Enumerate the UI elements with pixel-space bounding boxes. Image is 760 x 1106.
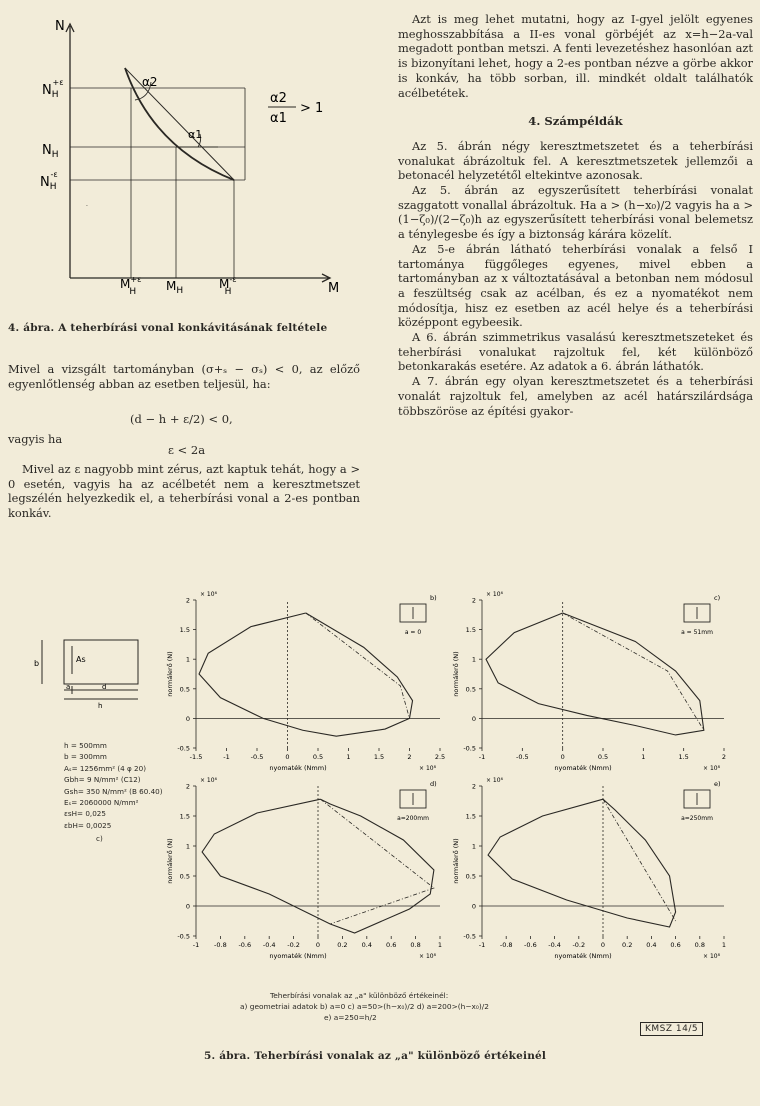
x-tick-label: 0.4 bbox=[646, 941, 657, 949]
x-tick-label: -1 bbox=[478, 753, 486, 761]
y-tick-label: 2 bbox=[471, 782, 476, 791]
x-tick-label: 0 bbox=[315, 941, 321, 949]
svg-text:M-εH: $M^{-\varepsilon}$ H bbox=[219, 275, 237, 297]
left-column bbox=[8, 362, 360, 391]
panel-note: a = 0 bbox=[404, 629, 422, 636]
y-axis-label: normálerő (N) bbox=[452, 838, 460, 884]
y-tick-label: 1 bbox=[471, 655, 476, 664]
x-tick-label: 1.5 bbox=[678, 753, 689, 761]
y-tick-label: 1 bbox=[185, 842, 190, 851]
label-b: b bbox=[34, 659, 40, 668]
panel-tag: e) bbox=[714, 780, 721, 788]
m-eps-label: M bbox=[120, 277, 131, 291]
ratio-denominator: α1 bbox=[270, 111, 287, 126]
x-tick-label: 0 bbox=[285, 753, 290, 761]
m-neg-label: M bbox=[219, 277, 230, 291]
x-tick-label: -1 bbox=[223, 753, 230, 761]
x-tick-label: 2 bbox=[407, 753, 412, 761]
x-axis-label: nyomaték (Nmm) bbox=[269, 952, 327, 960]
y-tick-label: 1.5 bbox=[465, 626, 476, 635]
simplified-curve bbox=[603, 799, 676, 921]
x-tick-label: 0.2 bbox=[337, 941, 348, 949]
x-scale-label: × 10⁸ bbox=[419, 765, 436, 772]
y-tick-label: 0.5 bbox=[179, 872, 190, 881]
figure-5-legend: Teherbírási vonalak az „a" különböző értékeinél: a) geometriai adatok b) a=0 c) a=50>(h−x₀)/2 d) a=200>(h−x₀)/2 e) a=250=h/2 bbox=[240, 991, 489, 1022]
y-tick-label: -0.5 bbox=[463, 932, 476, 941]
y-tick-label: 1.5 bbox=[179, 812, 190, 821]
panel-tag: b) bbox=[430, 594, 437, 602]
x-tick-label: -0.5 bbox=[250, 753, 264, 761]
y-scale-label: × 10⁶ bbox=[486, 777, 503, 784]
x-tick-label: -1 bbox=[192, 941, 200, 949]
y-scale-label: × 10⁶ bbox=[486, 591, 503, 598]
y-tick-label: 1 bbox=[185, 655, 190, 664]
svg-text:NH: $N_H$ bbox=[42, 143, 59, 160]
x-tick-label: 1 bbox=[437, 941, 443, 949]
axis-m-label: M bbox=[328, 281, 340, 296]
y-tick-label: 0 bbox=[471, 714, 476, 723]
equation-1: (d − h + ε/2) < 0, bbox=[130, 412, 233, 426]
x-scale-label: × 10⁸ bbox=[703, 953, 720, 960]
paragraph: Az 5-e ábrán látható teherbírási vonalak a felső I tartománya függőleges egyenes, mivel ebben a tartományban az x változtatásával a betonban nem módosul a feszültség csak az acélban, és ez a nyomatékot nem módosítja, hisz ez esetben az acél helye és a teherbírási középpont egybeesik. bbox=[398, 241, 753, 330]
x-tick-label: -0.8 bbox=[214, 941, 227, 949]
x-axis-label: nyomaték (Nmm) bbox=[269, 764, 327, 772]
x-tick-label: -0.4 bbox=[262, 941, 276, 949]
x-tick-label: -0.4 bbox=[548, 941, 561, 949]
y-tick-label: 0 bbox=[185, 714, 190, 723]
panel-c bbox=[451, 591, 726, 772]
x-tick-label: 1.5 bbox=[373, 753, 385, 761]
panel-tag: d) bbox=[430, 780, 437, 788]
label-a: a bbox=[66, 683, 71, 691]
x-scale-label: × 10⁸ bbox=[419, 953, 436, 960]
label-as: As bbox=[76, 655, 86, 664]
x-tick-label: 0 bbox=[560, 753, 565, 761]
x-tick-label: 0.5 bbox=[597, 753, 609, 761]
x-tick-label: 0.6 bbox=[670, 941, 681, 949]
x-tick-label: 1 bbox=[346, 753, 351, 761]
y-scale-label: × 10⁶ bbox=[200, 777, 217, 784]
left-column-2 bbox=[8, 462, 360, 521]
y-scale-label: × 10⁶ bbox=[200, 591, 217, 598]
x-tick-label: -0.2 bbox=[287, 941, 300, 949]
panel-note: a = 51mm bbox=[681, 629, 713, 636]
x-tick-label: -1 bbox=[478, 941, 486, 949]
y-tick-label: 2 bbox=[185, 596, 190, 605]
y-tick-label: 2 bbox=[471, 596, 476, 605]
x-tick-label: -0.5 bbox=[515, 753, 529, 761]
alpha1-label: α1 bbox=[188, 128, 203, 141]
paragraph: Mivel az ε nagyobb mint zérus, azt kaptuk tehát, hogy a > 0 esetén, vagyis ha az acélbetét nem a keresztmetszet legszélén helyezkedik el, a teherbírási vonal a 2-es pontban konkáv. bbox=[8, 462, 360, 521]
x-axis-label: nyomaték (Nmm) bbox=[554, 952, 612, 960]
right-column bbox=[398, 12, 753, 418]
paragraph: Az 5. ábrán az egyszerűsített teherbírási vonalat szaggatott vonallal ábrázoltuk. Ha a > (h−x₀)/2 vagyis ha a > (1−ζ₀)/(2−ζ₀)h az egyszerűsített teherbírási vonal belemetsz a ténylegesbe és így a biztonság kárára közelít. bbox=[398, 183, 754, 242]
parameter-list: h = 500mm b = 300mm Aₛ= 1256mm² (4 φ 20) Gbh= 9 N/mm² (C12) Gsh= 350 N/mm² (B 60.40) Eₛ= 2060000 N/mm² εsH= 0,025 εbH= 0,0025 bbox=[64, 741, 163, 830]
figure-4 bbox=[8, 8, 368, 308]
y-tick-label: 0.5 bbox=[465, 685, 476, 694]
y-tick-label: 1.5 bbox=[465, 812, 476, 821]
x-tick-label: 0 bbox=[600, 941, 606, 949]
y-tick-label: 0.5 bbox=[179, 685, 190, 694]
figure-5-caption: 5. ábra. Teherbírási vonalak az „a" különböző értékeinél bbox=[204, 1050, 547, 1062]
y-axis-label: normálerő (N) bbox=[452, 651, 460, 697]
capacity-curve bbox=[488, 799, 676, 927]
ratio-relation: > 1 bbox=[300, 101, 324, 116]
y-tick-label: -0.5 bbox=[177, 932, 190, 941]
m-h-label: M bbox=[166, 279, 177, 293]
x-scale-label: × 10⁸ bbox=[703, 765, 720, 772]
paragraph: Az 5. ábrán négy keresztmetszetet és a teherbírási vonalukat ábrázoltuk fel. A keresztmetszetek jellemzői a betonacél helyzetétől eltekintve azonosak. bbox=[398, 138, 753, 183]
paragraph: A 7. ábrán egy olyan keresztmetszetet és a teherbírási vonalát rajzoltuk fel, amelyben az acél határszilárdsága többszöröse az építési gyakor- bbox=[398, 374, 753, 418]
alpha2-label: α2 bbox=[142, 75, 158, 89]
x-tick-label: 0.5 bbox=[312, 753, 324, 761]
label-h: h bbox=[98, 702, 103, 710]
x-tick-label: 0.8 bbox=[410, 941, 421, 949]
panel-tag: c) bbox=[714, 594, 721, 602]
capacity-curve bbox=[199, 613, 412, 736]
y-axis-label: normálerő (N) bbox=[166, 838, 174, 884]
figure-4-caption: 4. ábra. A teherbírási vonal konkávitásának feltétele bbox=[8, 322, 328, 334]
figure-5-plots bbox=[0, 586, 760, 976]
x-tick-label: 0.4 bbox=[361, 941, 372, 949]
y-tick-label: 0.5 bbox=[465, 872, 476, 881]
equation-2: ε < 2a bbox=[168, 443, 206, 457]
label-d: d bbox=[102, 683, 107, 691]
stamp: KMSZ 14/5 bbox=[640, 1022, 703, 1036]
y-tick-label: -0.5 bbox=[177, 744, 190, 753]
axis-n-label: N bbox=[55, 19, 65, 34]
x-tick-label: -0.6 bbox=[238, 941, 252, 949]
svg-text:NH-ε: $N_H-\varepsilon$ bbox=[40, 170, 58, 192]
svg-text:NH+ε: $N_H+\varepsilon$ bbox=[42, 78, 64, 100]
y-tick-label: -0.5 bbox=[463, 744, 476, 753]
svg-text:·: · bbox=[86, 203, 88, 210]
nh-label: N bbox=[42, 143, 52, 158]
y-tick-label: 2 bbox=[185, 782, 190, 791]
svg-text:M+εH: $M^{+\varepsilon}$ H bbox=[120, 275, 142, 297]
paragraph: Mivel a vizsgált tartományban (σ+ₛ − σₛ) < 0, az előző egyenlőtlenség abban az esetben teljesül, ha: bbox=[8, 362, 360, 391]
panel-a-tag: c) bbox=[96, 834, 103, 843]
vagyis-label: vagyis ha bbox=[8, 432, 63, 446]
x-tick-label: 0.6 bbox=[386, 941, 397, 949]
y-tick-label: 1.5 bbox=[179, 626, 190, 635]
panel-note: a=200mm bbox=[397, 815, 429, 822]
x-tick-label: 2 bbox=[721, 753, 727, 761]
section-heading: 4. Számpéldák bbox=[528, 114, 623, 129]
x-tick-label: -0.6 bbox=[524, 941, 537, 949]
x-axis-label: nyomaték (Nmm) bbox=[554, 764, 612, 772]
panel-b bbox=[165, 591, 445, 772]
simplified-curve bbox=[306, 613, 410, 718]
y-axis-label: normálerő (N) bbox=[166, 651, 174, 697]
x-tick-label: -1.5 bbox=[189, 753, 203, 761]
x-tick-label: -0.8 bbox=[499, 941, 513, 949]
ratio-numerator: α2 bbox=[270, 91, 287, 106]
paragraph: A 6. ábrán szimmetrikus vasalású keresztmetszeteket és teherbírási vonalukat rajzoltuk fel, két különböző betonkarakás esetére. Az adatok a 6. ábrán láthatók. bbox=[398, 330, 753, 374]
x-tick-label: 2.5 bbox=[434, 753, 446, 761]
x-tick-label: 1 bbox=[641, 753, 646, 761]
panel-note: a=250mm bbox=[681, 815, 713, 822]
nh-neg-label: N bbox=[40, 175, 50, 190]
y-tick-label: 1 bbox=[471, 842, 476, 851]
x-tick-label: 0.2 bbox=[622, 941, 633, 949]
x-tick-label: 1 bbox=[721, 941, 727, 949]
x-tick-label: -0.2 bbox=[572, 941, 586, 949]
y-tick-label: 0 bbox=[185, 902, 190, 911]
svg-text:MH: $M_H$ bbox=[166, 279, 184, 296]
panel-e bbox=[451, 777, 726, 960]
panel-d bbox=[165, 777, 442, 960]
nh-eps-label: N bbox=[42, 83, 52, 98]
paragraph: Azt is meg lehet mutatni, hogy az I-gyel jelölt egyenes meghosszabbítása a II-es vonal görbéjét az x=h−2a-val megadott pontban metszi. A fenti levezetéshez hasonlóan azt is bizonyítani lehet, hogy a 2-es pontban nézve a görbe akkor is konkáv, ha több sorban, ill. mindkét oldalt találhatók acélbetétek. bbox=[398, 12, 753, 100]
x-tick-label: 0.8 bbox=[694, 941, 705, 949]
y-tick-label: 0 bbox=[471, 902, 476, 911]
